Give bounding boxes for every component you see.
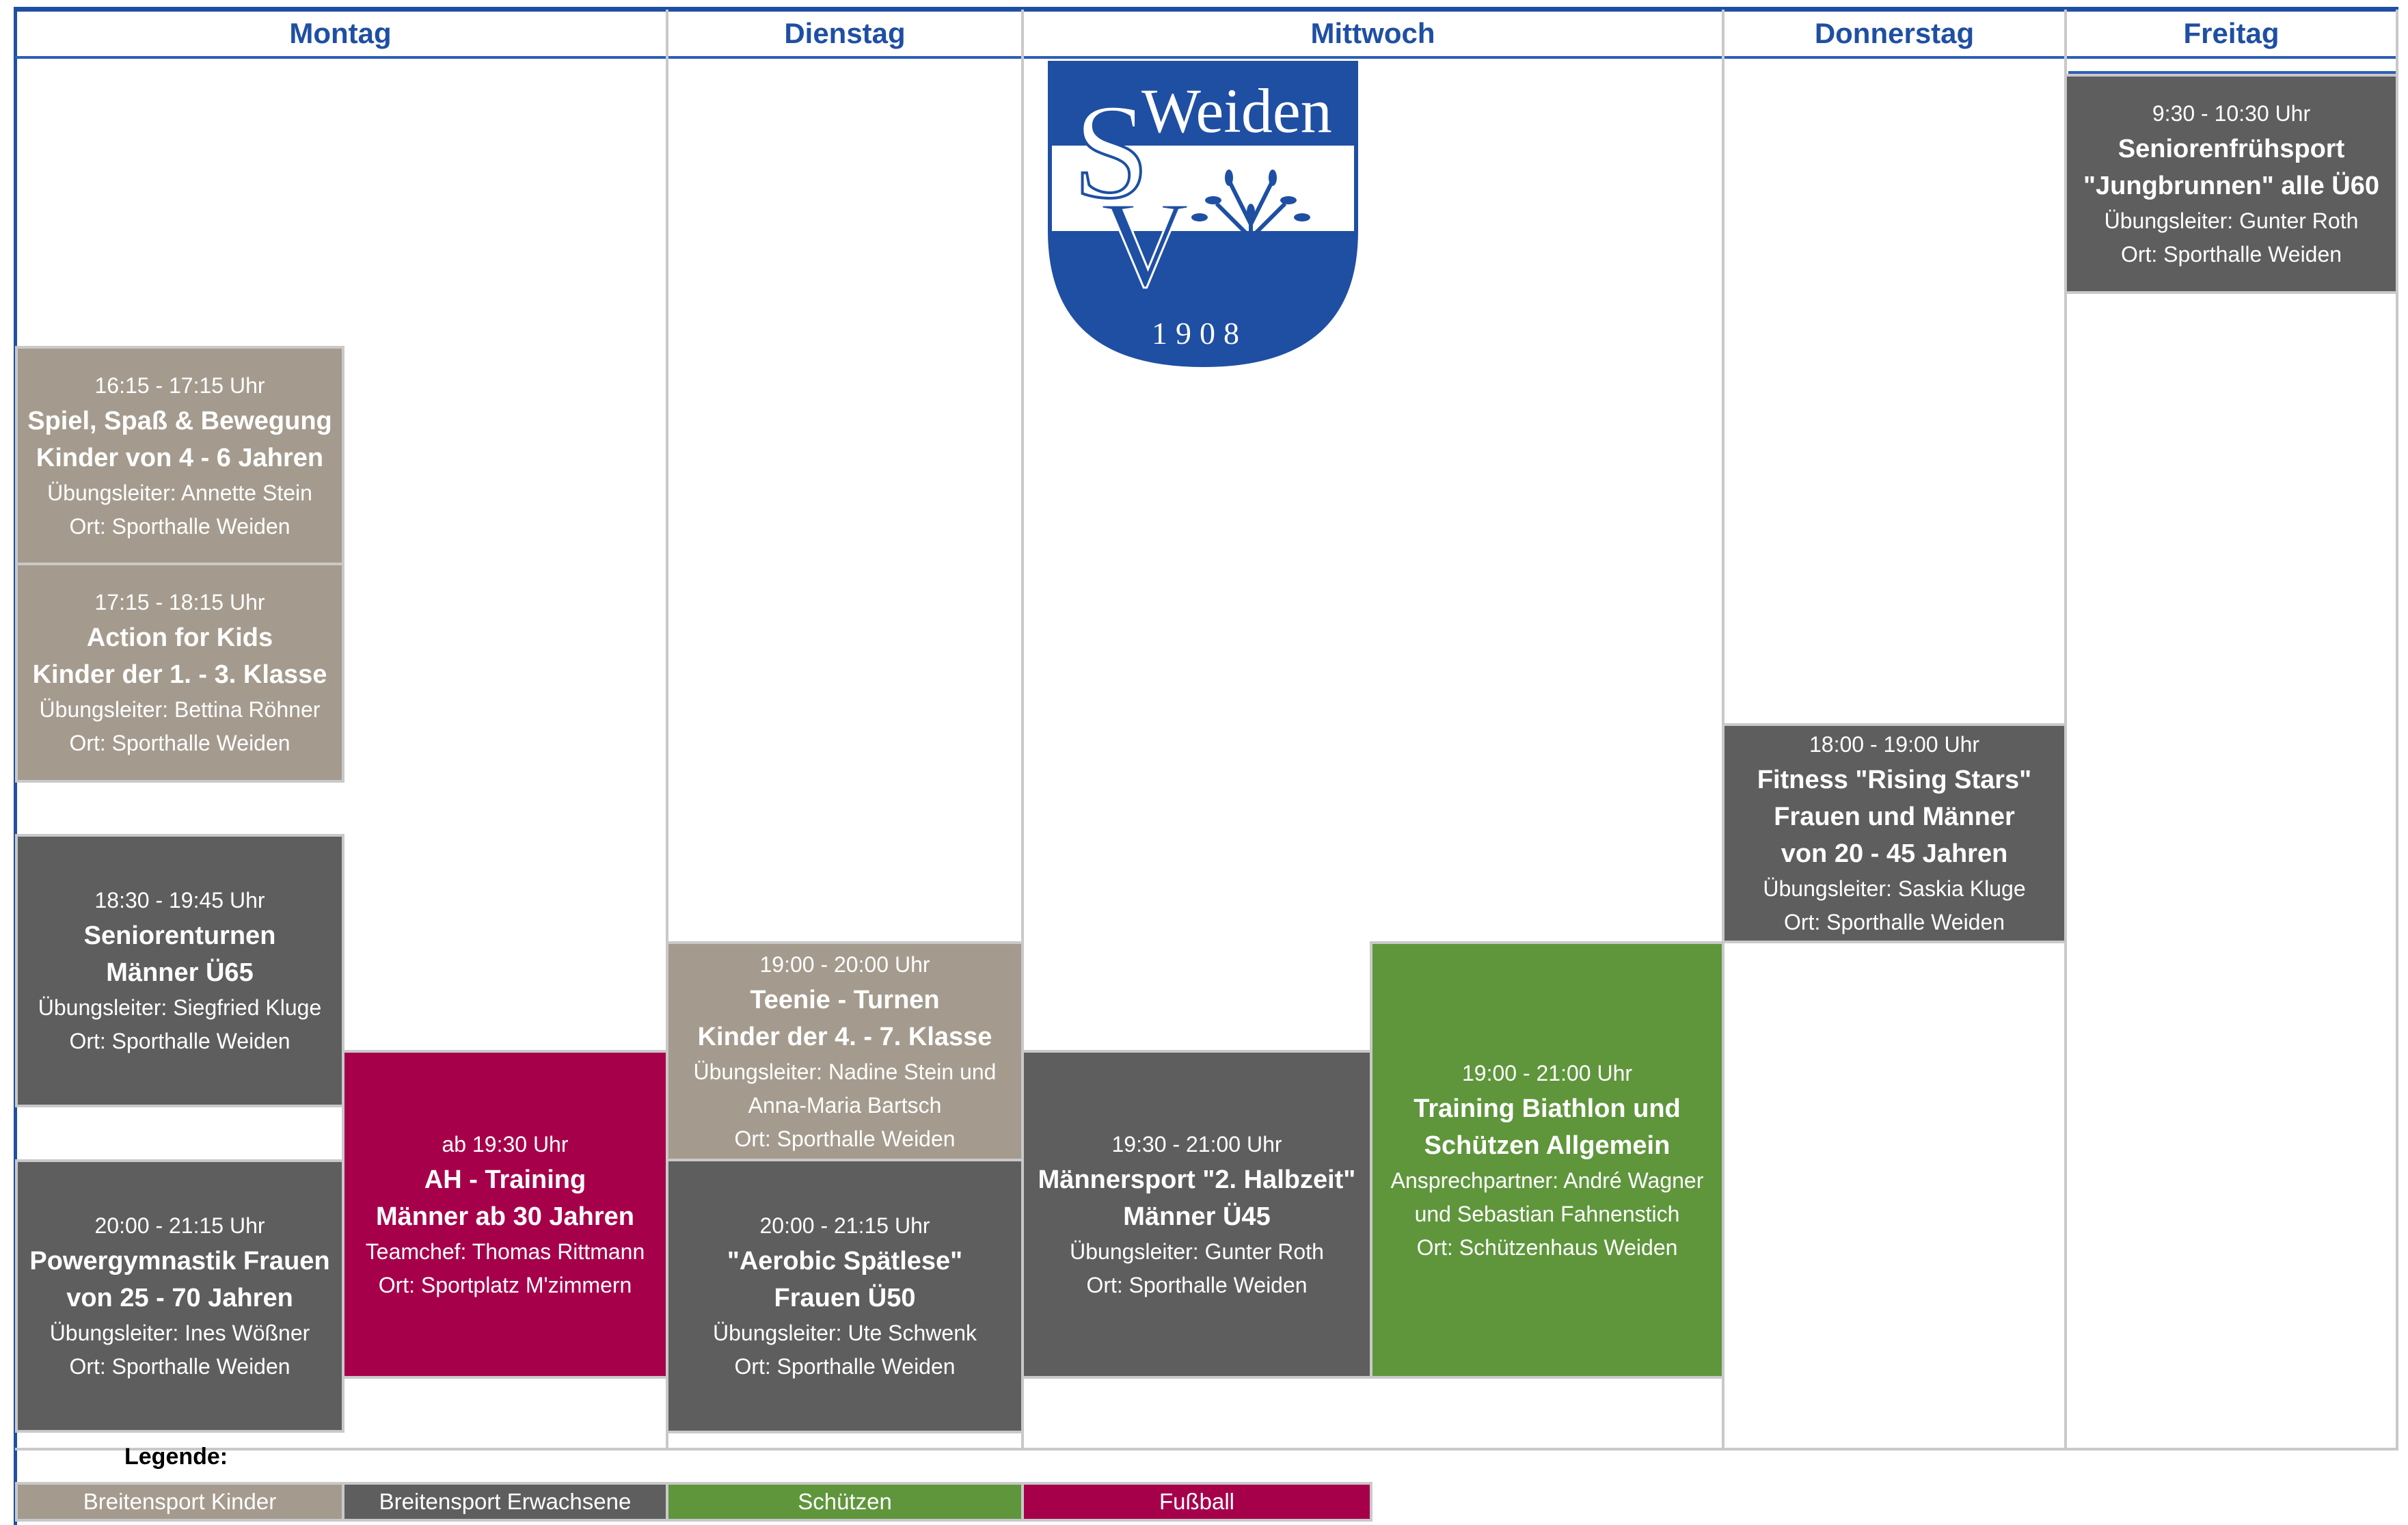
event-time: 19:30 - 21:00 Uhr: [1111, 1131, 1282, 1157]
event-info: Ort: Sporthalle Weiden: [69, 1029, 290, 1053]
logo-year: 1908: [1152, 316, 1247, 351]
event-info: Ort: Sporthalle Weiden: [2120, 242, 2342, 267]
event-title: von 20 - 45 Jahren: [1781, 839, 2008, 868]
event-info: Ort: Sporthalle Weiden: [69, 731, 290, 755]
event-card[interactable]: [666, 941, 1024, 1161]
event-info: Übungsleiter: Gunter Roth: [2104, 208, 2359, 233]
event-title: von 25 - 70 Jahren: [66, 1284, 293, 1312]
event-time: ab 19:30 Uhr: [442, 1131, 569, 1157]
event-card[interactable]: [15, 346, 344, 565]
event-card[interactable]: [666, 1159, 1024, 1433]
legend-title: Legende:: [124, 1444, 228, 1470]
event-title: Kinder der 1. - 3. Klasse: [32, 660, 327, 689]
event-title: Schützen Allgemein: [1424, 1131, 1670, 1160]
event-info: Ort: Sporthalle Weiden: [1086, 1272, 1308, 1297]
event-title: Teenie - Turnen: [750, 985, 940, 1014]
legend-item-kids: Breitensport Kinder: [15, 1482, 344, 1522]
event-title: Frauen Ü50: [774, 1284, 916, 1312]
event-card[interactable]: [15, 1159, 344, 1433]
logo-letter-v: V: [1100, 176, 1189, 312]
legend-item-adults: Breitensport Erwachsene: [342, 1482, 668, 1522]
event-time: 9:30 - 10:30 Uhr: [2152, 101, 2311, 126]
event-info: Ort: Sporthalle Weiden: [734, 1354, 956, 1379]
event-title: Spiel, Spaß & Bewegung: [27, 406, 332, 435]
day-header-freitag: Freitag: [2183, 17, 2280, 49]
event-info: Übungsleiter: Siegfried Kluge: [38, 995, 322, 1020]
event-title: Action for Kids: [86, 623, 273, 652]
event-card[interactable]: [15, 834, 344, 1107]
event-info: Teamchef: Thomas Rittmann: [365, 1239, 645, 1264]
event-title: Kinder der 4. - 7. Klasse: [697, 1022, 992, 1051]
event-title: Training Biathlon und: [1413, 1094, 1681, 1123]
event-info: Ort: Sporthalle Weiden: [734, 1126, 956, 1151]
event-info: Übungsleiter: Saskia Kluge: [1763, 876, 2026, 901]
bottom-divider: [15, 1448, 2398, 1450]
event-title: Männer ab 30 Jahren: [375, 1202, 635, 1231]
event-time: 19:00 - 20:00 Uhr: [759, 952, 930, 977]
event-title: "Aerobic Spätlese": [727, 1247, 963, 1276]
event-info: Ort: Sporthalle Weiden: [69, 1354, 290, 1379]
event-info: Übungsleiter: Nadine Stein und: [693, 1059, 997, 1084]
day-header-montag: Montag: [289, 17, 392, 49]
event-info: Übungsleiter: Bettina Röhner: [39, 697, 321, 722]
event-title: Powergymnastik Frauen: [29, 1247, 330, 1276]
event-title: Männer Ü65: [106, 958, 254, 987]
logo-letter-s: S: [1073, 76, 1150, 227]
logo-name: Weiden: [1141, 76, 1332, 146]
legend-item-shooting: Schützen: [666, 1482, 1024, 1522]
event-card[interactable]: [2064, 74, 2398, 294]
event-title: Fitness "Rising Stars": [1757, 766, 2032, 794]
event-card[interactable]: [1370, 941, 1724, 1379]
event-card[interactable]: [1021, 1050, 1372, 1379]
event-info: Übungsleiter: Ines Wößner: [49, 1321, 310, 1345]
event-info: Übungsleiter: Gunter Roth: [1070, 1239, 1324, 1264]
event-info: und Sebastian Fahnenstich: [1414, 1201, 1680, 1226]
sv-weiden-logo: [1046, 60, 1360, 368]
event-card[interactable]: [1722, 723, 2067, 943]
event-card[interactable]: [342, 1050, 668, 1379]
event-info: Anna-Maria Bartsch: [748, 1092, 942, 1118]
event-info: Ort: Sporthalle Weiden: [1783, 910, 2005, 934]
day-header-dienstag: Dienstag: [784, 17, 906, 49]
event-time: 17:15 - 18:15 Uhr: [94, 590, 265, 615]
event-info: Ort: Sporthalle Weiden: [69, 513, 290, 539]
legend-item-football: Fußball: [1021, 1482, 1372, 1522]
event-info: Ansprechpartner: André Wagner: [1390, 1168, 1704, 1193]
event-info: Ort: Schützenhaus Weiden: [1416, 1234, 1678, 1260]
event-time: 18:30 - 19:45 Uhr: [94, 888, 265, 913]
event-time: 19:00 - 21:00 Uhr: [1461, 1060, 1633, 1085]
day-header-donnerstag: Donnerstag: [1814, 17, 1975, 49]
event-time: 18:00 - 19:00 Uhr: [1809, 732, 1980, 757]
event-title: Seniorenturnen: [83, 921, 276, 950]
day-header-mittwoch: Mittwoch: [1310, 17, 1435, 49]
event-time: 16:15 - 17:15 Uhr: [94, 373, 265, 398]
event-title: Männer Ü45: [1123, 1202, 1271, 1231]
event-time: 20:00 - 21:15 Uhr: [759, 1213, 930, 1238]
event-title: Frauen und Männer: [1774, 802, 2015, 831]
event-time: 20:00 - 21:15 Uhr: [94, 1213, 265, 1238]
event-title: "Jungbrunnen" alle Ü60: [2083, 172, 2379, 200]
event-card[interactable]: [15, 563, 344, 783]
event-info: Übungsleiter: Ute Schwenk: [713, 1321, 977, 1345]
event-title: AH - Training: [424, 1165, 586, 1194]
event-info: Ort: Sportplatz M'zimmern: [378, 1272, 632, 1297]
event-title: Seniorenfrühsport: [2118, 135, 2345, 163]
event-title: Männersport "2. Halbzeit": [1038, 1165, 1356, 1194]
event-info: Übungsleiter: Annette Stein: [47, 480, 312, 505]
event-title: Kinder von 4 - 6 Jahren: [36, 443, 324, 472]
